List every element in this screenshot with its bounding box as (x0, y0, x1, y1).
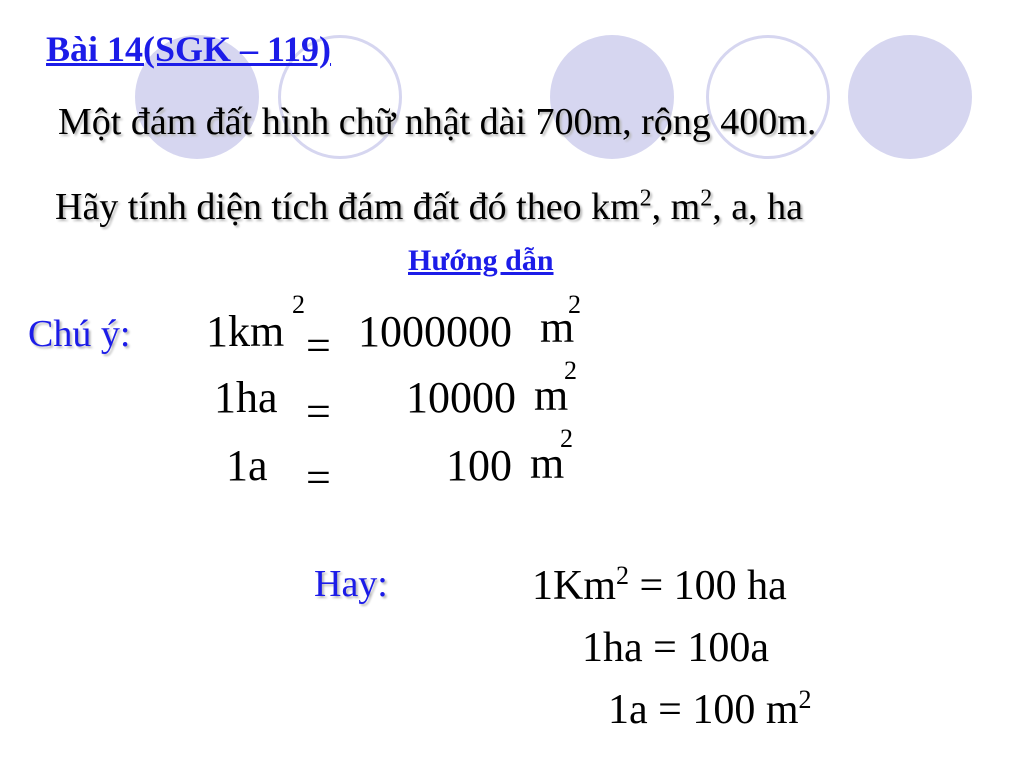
note-row-1-left: 1km (206, 307, 285, 356)
problem-line-2-mid: , m (651, 186, 701, 228)
or-line-1-sup: 2 (616, 561, 629, 590)
note-row-1-unit: m (540, 303, 575, 352)
problem-line-2-end: , a, ha (712, 186, 803, 228)
note-label: Chú ý: (28, 313, 131, 355)
note-row-1-value: 1000000 (358, 307, 512, 356)
note-row-3-equals: = (306, 453, 331, 502)
or-line-1-post: = 100 ha (629, 563, 787, 609)
problem-sup-1: 2 (639, 185, 652, 212)
note-row-2-unit: m (534, 371, 569, 420)
problem-line-1: Một đám đất hình chữ nhật dài 700m, rộng 400m. (58, 101, 817, 143)
note-row-1-left-sup: 2 (292, 290, 305, 319)
or-line-1 (532, 562, 787, 610)
note-row-1-unit-sup: 2 (568, 290, 581, 319)
or-label: Hay: (314, 563, 388, 605)
problem-sup-2: 2 (700, 185, 713, 212)
slide-title: Bài 14(SGK – 119) (46, 29, 332, 69)
note-row-3-unit: m (530, 439, 565, 488)
note-row-3-value: 100 (446, 441, 512, 490)
note-row-2-equals: = (306, 387, 331, 436)
or-line-3-sup: 2 (798, 685, 812, 714)
or-line-1-pre: 1Km (532, 563, 616, 609)
note-row-3-unit-sup: 2 (560, 424, 573, 453)
note-row-1-equals: = (306, 321, 331, 370)
or-line-3 (608, 686, 812, 734)
problem-line-2 (55, 185, 803, 229)
note-row-2-unit-sup: 2 (564, 356, 577, 385)
guide-link[interactable]: Hướng dẫn (408, 244, 554, 277)
note-row-2-value: 10000 (406, 373, 516, 422)
or-line-2: 1ha = 100a (582, 625, 769, 671)
note-row-2-left: 1ha (214, 373, 278, 422)
problem-line-2-text: Hãy tính diện tích đám đất đó theo km (55, 186, 640, 228)
decor-circle-5 (848, 35, 972, 159)
note-row-3-left: 1a (226, 441, 268, 490)
or-line-3-pre: 1a = 100 m (608, 687, 799, 733)
